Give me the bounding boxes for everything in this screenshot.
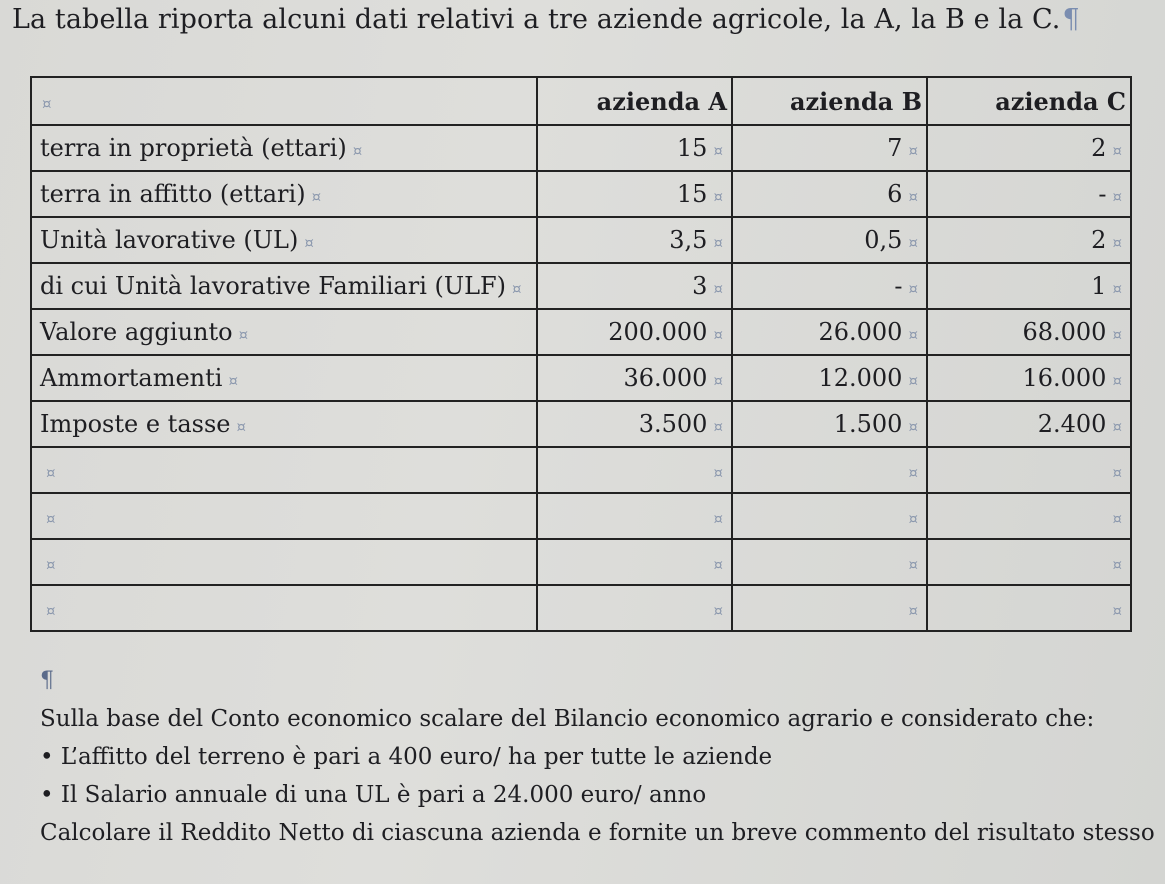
cell-marker-icon: ¤ [238, 326, 249, 344]
cell-azienda-b: 26.000 ¤ [732, 309, 927, 355]
cell-marker-icon: ¤ [713, 510, 723, 528]
cell-azienda-a [537, 493, 732, 539]
cell-marker-icon: ¤ [908, 602, 918, 620]
intro-sentence: La tabella riporta alcuni dati relativi a tre aziende agricole, la A, la B e la C. [12, 4, 1061, 35]
row-label: Ammortamenti ¤ [31, 355, 537, 401]
cell-marker-icon: ¤ [228, 372, 239, 390]
cell-marker-icon: ¤ [713, 188, 723, 206]
cell-azienda-b: 12.000 ¤ [732, 355, 927, 401]
cell-marker-icon: ¤ [46, 602, 56, 620]
cell-azienda-a: 3,5 ¤ [537, 217, 732, 263]
row-label [31, 539, 537, 585]
table-row [31, 217, 1131, 263]
cell-marker-icon: ¤ [512, 280, 522, 298]
cell-azienda-b: 1.500 ¤ [732, 401, 927, 447]
intro-text [12, 4, 1080, 35]
header-empty: ¤ [31, 77, 537, 125]
table-row [31, 309, 1131, 355]
cell-azienda-c: 2.400 ¤ [927, 401, 1131, 447]
cell-marker-icon: ¤ [311, 188, 322, 206]
instruction-task: Calcolare il Reddito Netto di ciascuna azienda e fornite un breve commento del risultato stesso [40, 820, 1155, 846]
cell-azienda-b: 6 ¤ [732, 171, 927, 217]
cell-marker-icon: ¤ [908, 234, 918, 252]
row-label: Valore aggiunto ¤ [31, 309, 537, 355]
table-body [31, 125, 1131, 631]
cell-azienda-b [732, 493, 927, 539]
cell-marker-icon: ¤ [713, 602, 723, 620]
cell-marker-icon: ¤ [713, 418, 723, 436]
cell-marker-icon: ¤ [1112, 280, 1122, 298]
cell-azienda-a: 3 ¤ [537, 263, 732, 309]
cell-marker-icon: ¤ [352, 142, 363, 160]
bullet-affitto: • L’affitto del terreno è pari a 400 euro/ ha per tutte le aziende [40, 744, 773, 770]
row-label [31, 493, 537, 539]
pilcrow-icon: ¶ [1062, 4, 1080, 35]
cell-marker-icon: ¤ [713, 142, 723, 160]
table-row [31, 171, 1131, 217]
cell-marker-icon: ¤ [1112, 464, 1122, 482]
cell-marker-icon: ¤ [713, 326, 723, 344]
cell-marker-icon: ¤ [713, 234, 723, 252]
cell-azienda-c: 1 ¤ [927, 263, 1131, 309]
header-azienda-c: azienda C [927, 77, 1131, 125]
cell-marker-icon: ¤ [713, 464, 723, 482]
cell-azienda-c: 16.000 ¤ [927, 355, 1131, 401]
cell-azienda-b: 7 ¤ [732, 125, 927, 171]
cell-marker-icon: ¤ [908, 556, 918, 574]
cell-azienda-a: 200.000 ¤ [537, 309, 732, 355]
table-row [31, 493, 1131, 539]
cell-azienda-c: 2 ¤ [927, 125, 1131, 171]
row-label: terra in affitto (ettari) ¤ [31, 171, 537, 217]
cell-azienda-a: 3.500 ¤ [537, 401, 732, 447]
cell-marker-icon: ¤ [908, 418, 918, 436]
table-row [31, 539, 1131, 585]
row-label: di cui Unità lavorative Familiari (ULF) ¤ [31, 263, 537, 309]
cell-marker-icon: ¤ [1112, 372, 1122, 390]
row-label: terra in proprietà (ettari) ¤ [31, 125, 537, 171]
cell-azienda-c [927, 493, 1131, 539]
cell-marker-icon: ¤ [908, 372, 918, 390]
cell-marker-icon: ¤ [908, 280, 918, 298]
row-label [31, 585, 537, 631]
cell-azienda-c: - ¤ [927, 171, 1131, 217]
cell-marker-icon: ¤ [1112, 602, 1122, 620]
cell-marker-icon: ¤ [1112, 234, 1122, 252]
cell-azienda-a: 15 ¤ [537, 171, 732, 217]
cell-azienda-b [732, 447, 927, 493]
cell-marker-icon: ¤ [908, 188, 918, 206]
cell-marker-icon: ¤ [1112, 142, 1122, 160]
cell-marker-icon: ¤ [713, 556, 723, 574]
cell-marker-icon: ¤ [46, 556, 56, 574]
cell-azienda-b: - ¤ [732, 263, 927, 309]
row-label: Imposte e tasse ¤ [31, 401, 537, 447]
cell-azienda-a [537, 585, 732, 631]
cell-azienda-c: 68.000 ¤ [927, 309, 1131, 355]
cell-azienda-a: 15 ¤ [537, 125, 732, 171]
cell-marker-icon: ¤ [1112, 188, 1122, 206]
cell-azienda-a [537, 539, 732, 585]
cell-azienda-b [732, 539, 927, 585]
cell-marker-icon: ¤ [236, 418, 247, 436]
cell-marker-icon: ¤ [1112, 510, 1122, 528]
cell-marker-icon: ¤ [908, 326, 918, 344]
cell-marker-icon: ¤ [46, 464, 56, 482]
table-row [31, 125, 1131, 171]
table-row [31, 585, 1131, 631]
table-row [31, 263, 1131, 309]
cell-azienda-a: 36.000 ¤ [537, 355, 732, 401]
row-label [31, 447, 537, 493]
pilcrow-icon: ¶ [40, 668, 54, 693]
cell-marker-icon: ¤ [713, 372, 723, 390]
table-header-row [31, 77, 1131, 125]
table-row [31, 401, 1131, 447]
cell-marker-icon: ¤ [713, 280, 723, 298]
bullet-salario: • Il Salario annuale di una UL è pari a 24.000 euro/ anno [40, 782, 707, 808]
instruction-intro: Sulla base del Conto economico scalare del Bilancio economico agrario e considerato che: [40, 706, 1095, 732]
cell-marker-icon: ¤ [1112, 418, 1122, 436]
cell-marker-icon: ¤ [1112, 326, 1122, 344]
cell-azienda-a [537, 447, 732, 493]
cell-marker-icon: ¤ [908, 510, 918, 528]
cell-marker-icon: ¤ [304, 234, 314, 252]
data-table [30, 76, 1132, 632]
table-row [31, 447, 1131, 493]
cell-azienda-c [927, 585, 1131, 631]
cell-azienda-c [927, 447, 1131, 493]
cell-azienda-b [732, 585, 927, 631]
cell-azienda-c [927, 539, 1131, 585]
header-azienda-a: azienda A [537, 77, 732, 125]
table-row [31, 355, 1131, 401]
cell-marker-icon: ¤ [908, 464, 918, 482]
cell-azienda-b: 0,5 ¤ [732, 217, 927, 263]
cell-marker-icon: ¤ [908, 142, 918, 160]
cell-azienda-c: 2 ¤ [927, 217, 1131, 263]
cell-marker-icon: ¤ [1112, 556, 1122, 574]
header-azienda-b: azienda B [732, 77, 927, 125]
instructions [40, 700, 1155, 852]
row-label: Unità lavorative (UL) ¤ [31, 217, 537, 263]
cell-marker-icon: ¤ [46, 510, 56, 528]
